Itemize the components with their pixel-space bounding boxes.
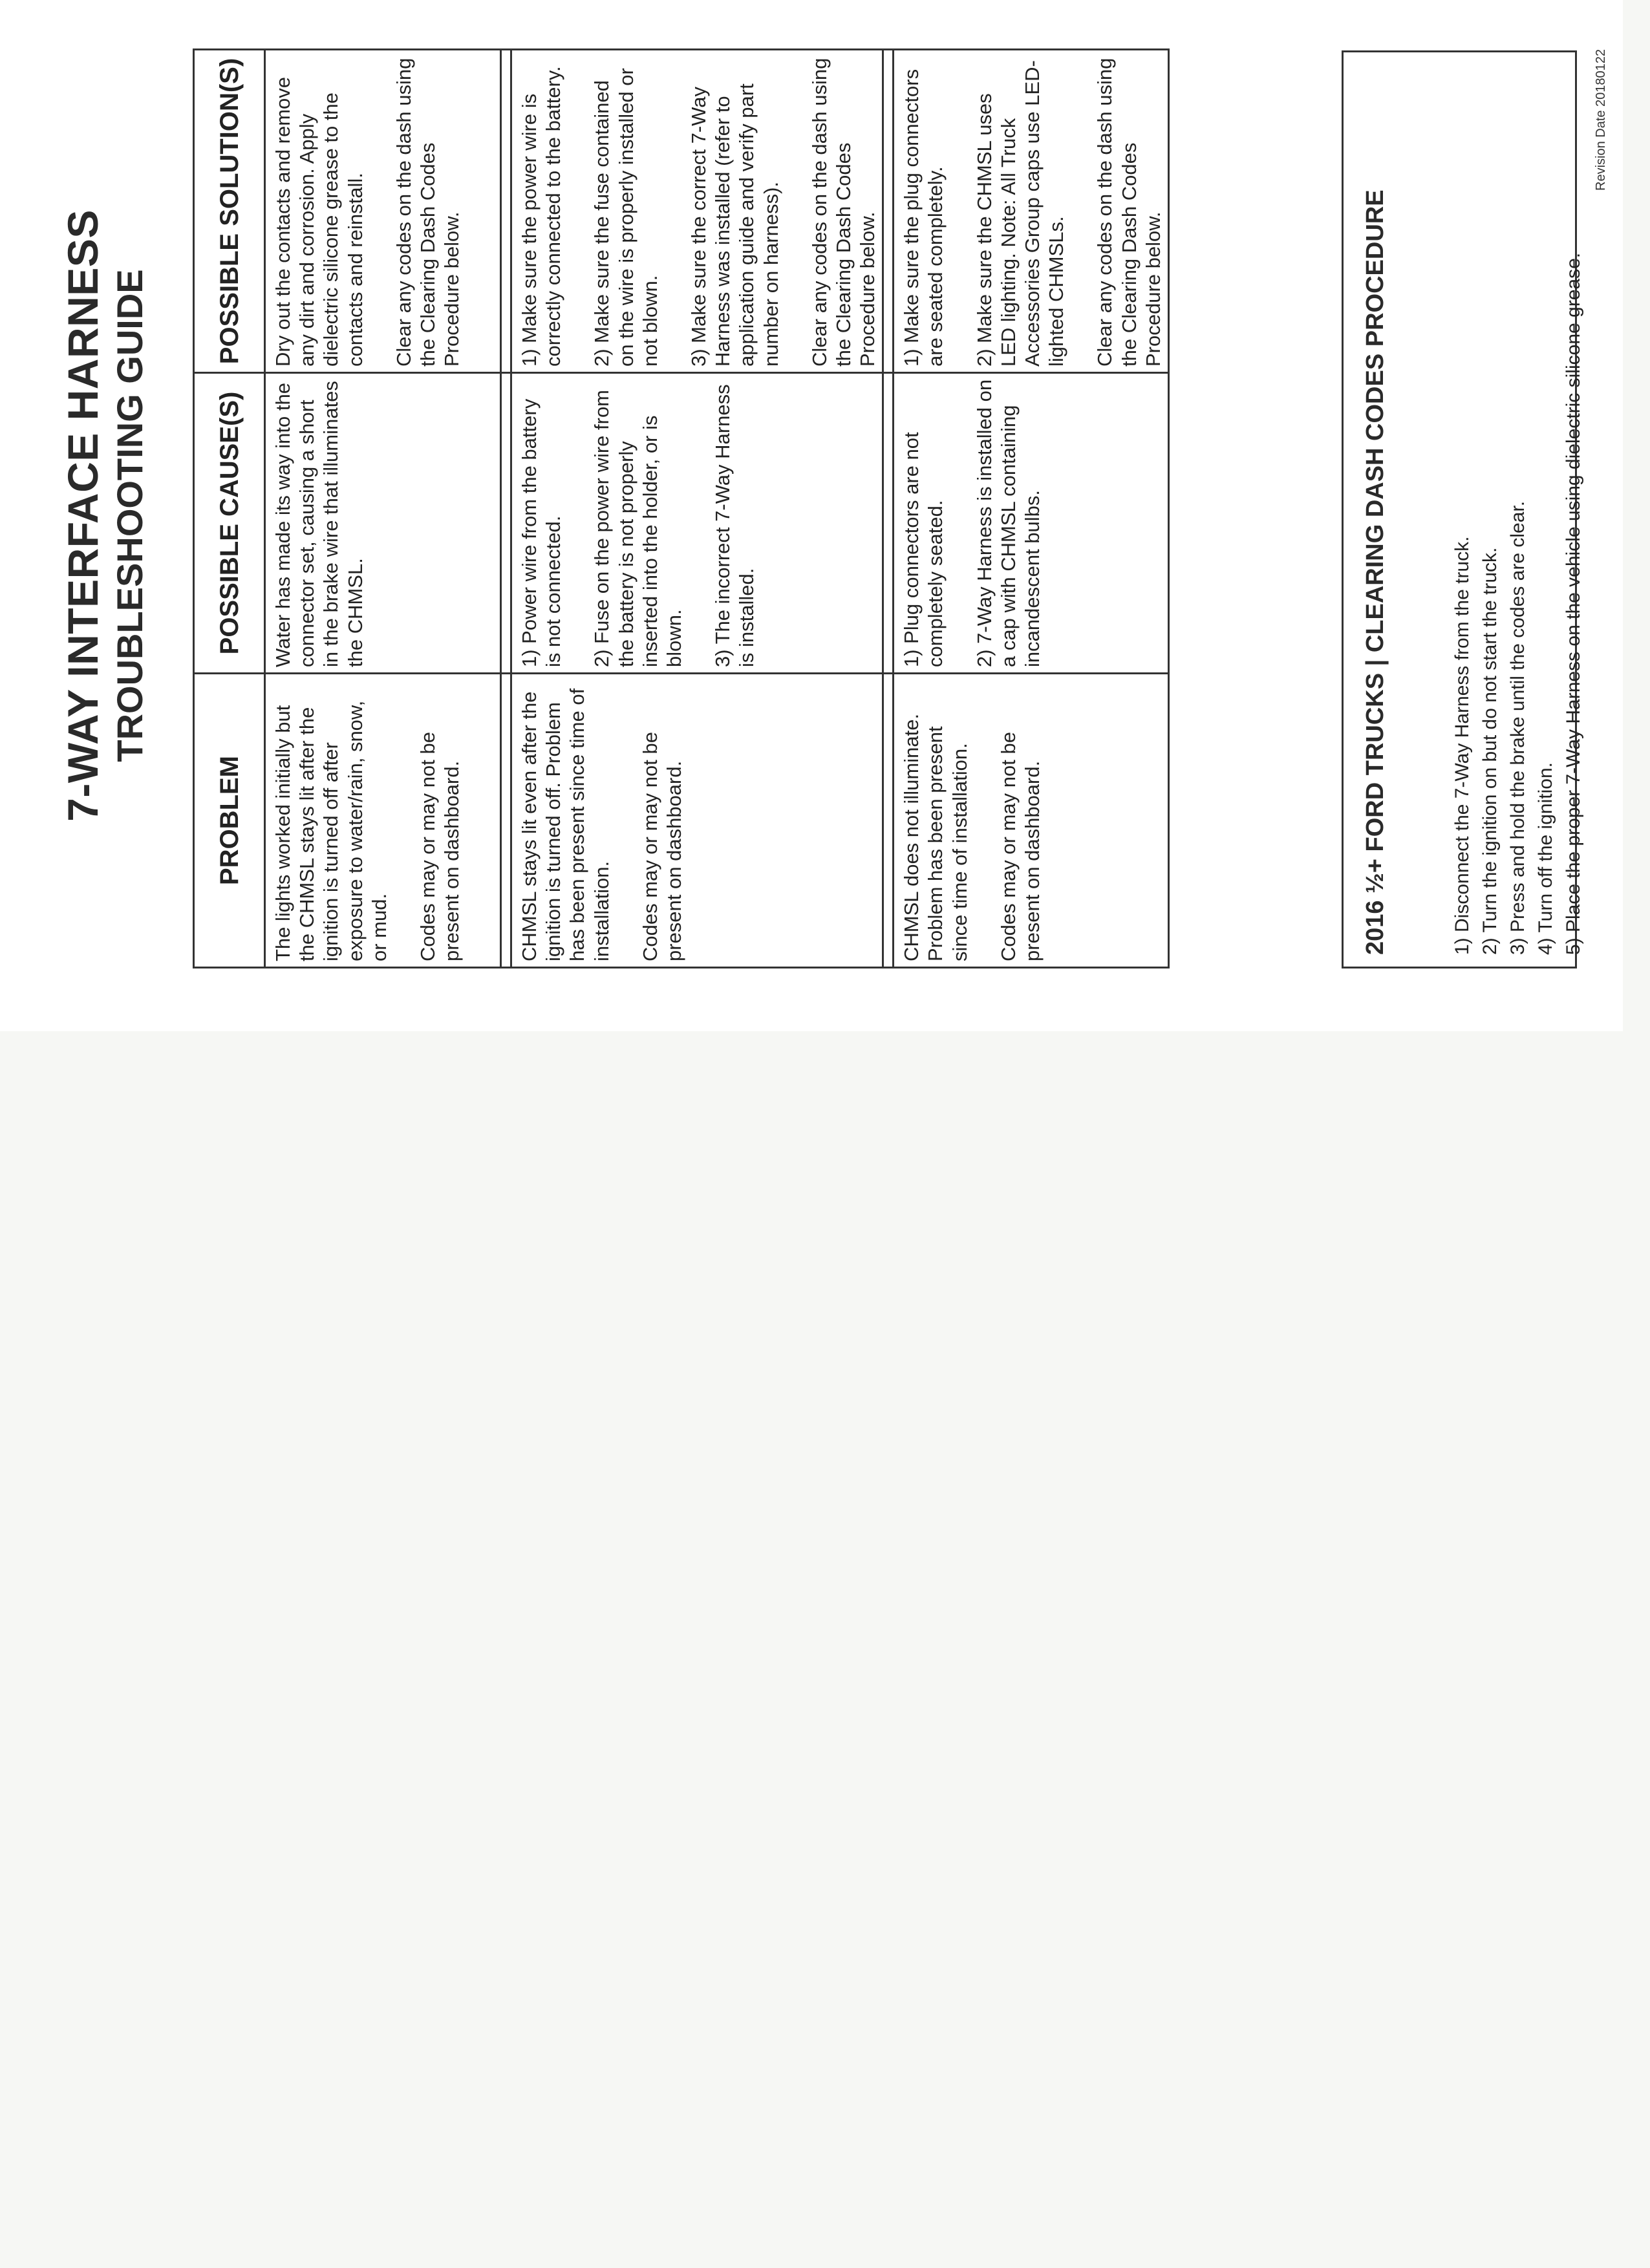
procedure-step: 1) Disconnect the 7-Way Harness from the truck. xyxy=(1452,536,1473,955)
problem-cell xyxy=(511,674,883,968)
solution-cell xyxy=(265,50,501,373)
table-row xyxy=(894,50,1169,968)
procedure-step: 2) Turn the ignition on but do not start the truck. xyxy=(1479,547,1501,955)
printed-sheet xyxy=(0,0,1623,1031)
table-row xyxy=(265,50,501,968)
document-title: 7-WAY INTERFACE HARNESS xyxy=(59,209,107,822)
table-header-row xyxy=(194,50,265,968)
solution-text: 2) Make sure the CHMSL uses LED lighting. Note: All Truck Accessories Group caps use LED-lighted CHMSLs. xyxy=(972,60,1068,367)
cause-text: 2) Fuse on the power wire from the battery is not properly inserted into the holder, or is blown. xyxy=(590,389,685,667)
problem-text: Codes may or may not be present on dashboard. xyxy=(996,732,1044,961)
problem-cell xyxy=(894,674,1169,968)
cause-text: 1) Power wire from the battery is not connected. xyxy=(518,398,565,667)
cause-cell xyxy=(511,373,883,674)
solution-text: 2) Make sure the fuse contained on the wire is properly installed or not blown. xyxy=(590,68,661,367)
document-subtitle: TROUBLESHOOTING GUIDE xyxy=(109,269,150,762)
procedure-step: 3) Press and hold the brake until the codes are clear. xyxy=(1507,500,1528,955)
cause-text: 1) Plug connectors are not completely seated. xyxy=(900,432,947,667)
cause-cell xyxy=(894,373,1169,674)
guide-page xyxy=(0,0,1623,1031)
cause-text: 3) The incorrect 7-Way Harness is installed. xyxy=(711,384,758,667)
clearing-codes-procedure-box xyxy=(1342,50,1584,968)
cause-text: Water has made its way into the connector set, causing a short in the brake wire that illuminates the CHMSL. xyxy=(272,381,367,667)
solution-text: Clear any codes on the dash using the Clearing Dash Codes Procedure below. xyxy=(808,58,879,367)
troubleshooting-table xyxy=(193,48,1170,968)
solution-cell xyxy=(894,50,1169,373)
solution-text: Dry out the contacts and remove any dirt and corrosion. Apply dielectric silicone grease to the contacts and reinstall. xyxy=(272,76,367,367)
procedure-heading: 2016 ½+ FORD TRUCKS | CLEARING DASH CODES PROCEDURE xyxy=(1362,189,1389,955)
header-causes: POSSIBLE CAUSE(S) xyxy=(194,373,265,674)
problem-text: The lights worked initially but the CHMSL stays lit after the ignition is turned off after exposure to water/rain, snow, or mud. xyxy=(272,700,391,961)
solution-text: 1) Make sure the power wire is correctly connected to the battery. xyxy=(518,66,565,367)
procedure-step: 4) Turn off the ignition. xyxy=(1535,762,1556,955)
procedure-step: 5) Place the proper 7-Way Harness on the vehicle using dielectric silicone grease. xyxy=(1563,252,1584,955)
cause-text: 2) 7-Way Harness is installed on a cap with CHMSL containing incandescent bulbs. xyxy=(972,379,1044,667)
solution-text: 3) Make sure the correct 7-Way Harness was installed (refer to application guide and verify part number on harness). xyxy=(687,83,782,367)
row-spacer xyxy=(883,50,894,968)
header-solutions: POSSIBLE SOLUTION(S) xyxy=(194,50,265,373)
procedure-steps xyxy=(1448,253,1587,955)
solution-text: Clear any codes on the dash using the Clearing Dash Codes Procedure below. xyxy=(392,58,464,367)
problem-text: CHMSL stays lit even after the ignition is turned off. Problem has been present since time of installation. xyxy=(518,688,613,961)
cause-cell xyxy=(265,373,501,674)
row-spacer xyxy=(501,50,511,968)
solution-cell xyxy=(511,50,883,373)
solution-text: 1) Make sure the plug connectors are seated completely. xyxy=(900,69,947,367)
problem-text: CHMSL does not illuminate. Problem has been present since time of installation. xyxy=(900,713,971,961)
problem-text: Codes may or may not be present on dashboard. xyxy=(416,732,464,961)
revision-date: Revision Date 20180122 xyxy=(1594,48,1608,191)
problem-text: Codes may or may not be present on dashboard. xyxy=(638,732,685,961)
solution-text: Clear any codes on the dash using the Clearing Dash Codes Procedure below. xyxy=(1093,58,1164,367)
header-problem: PROBLEM xyxy=(194,674,265,968)
table-row xyxy=(511,50,883,968)
problem-cell xyxy=(265,674,501,968)
